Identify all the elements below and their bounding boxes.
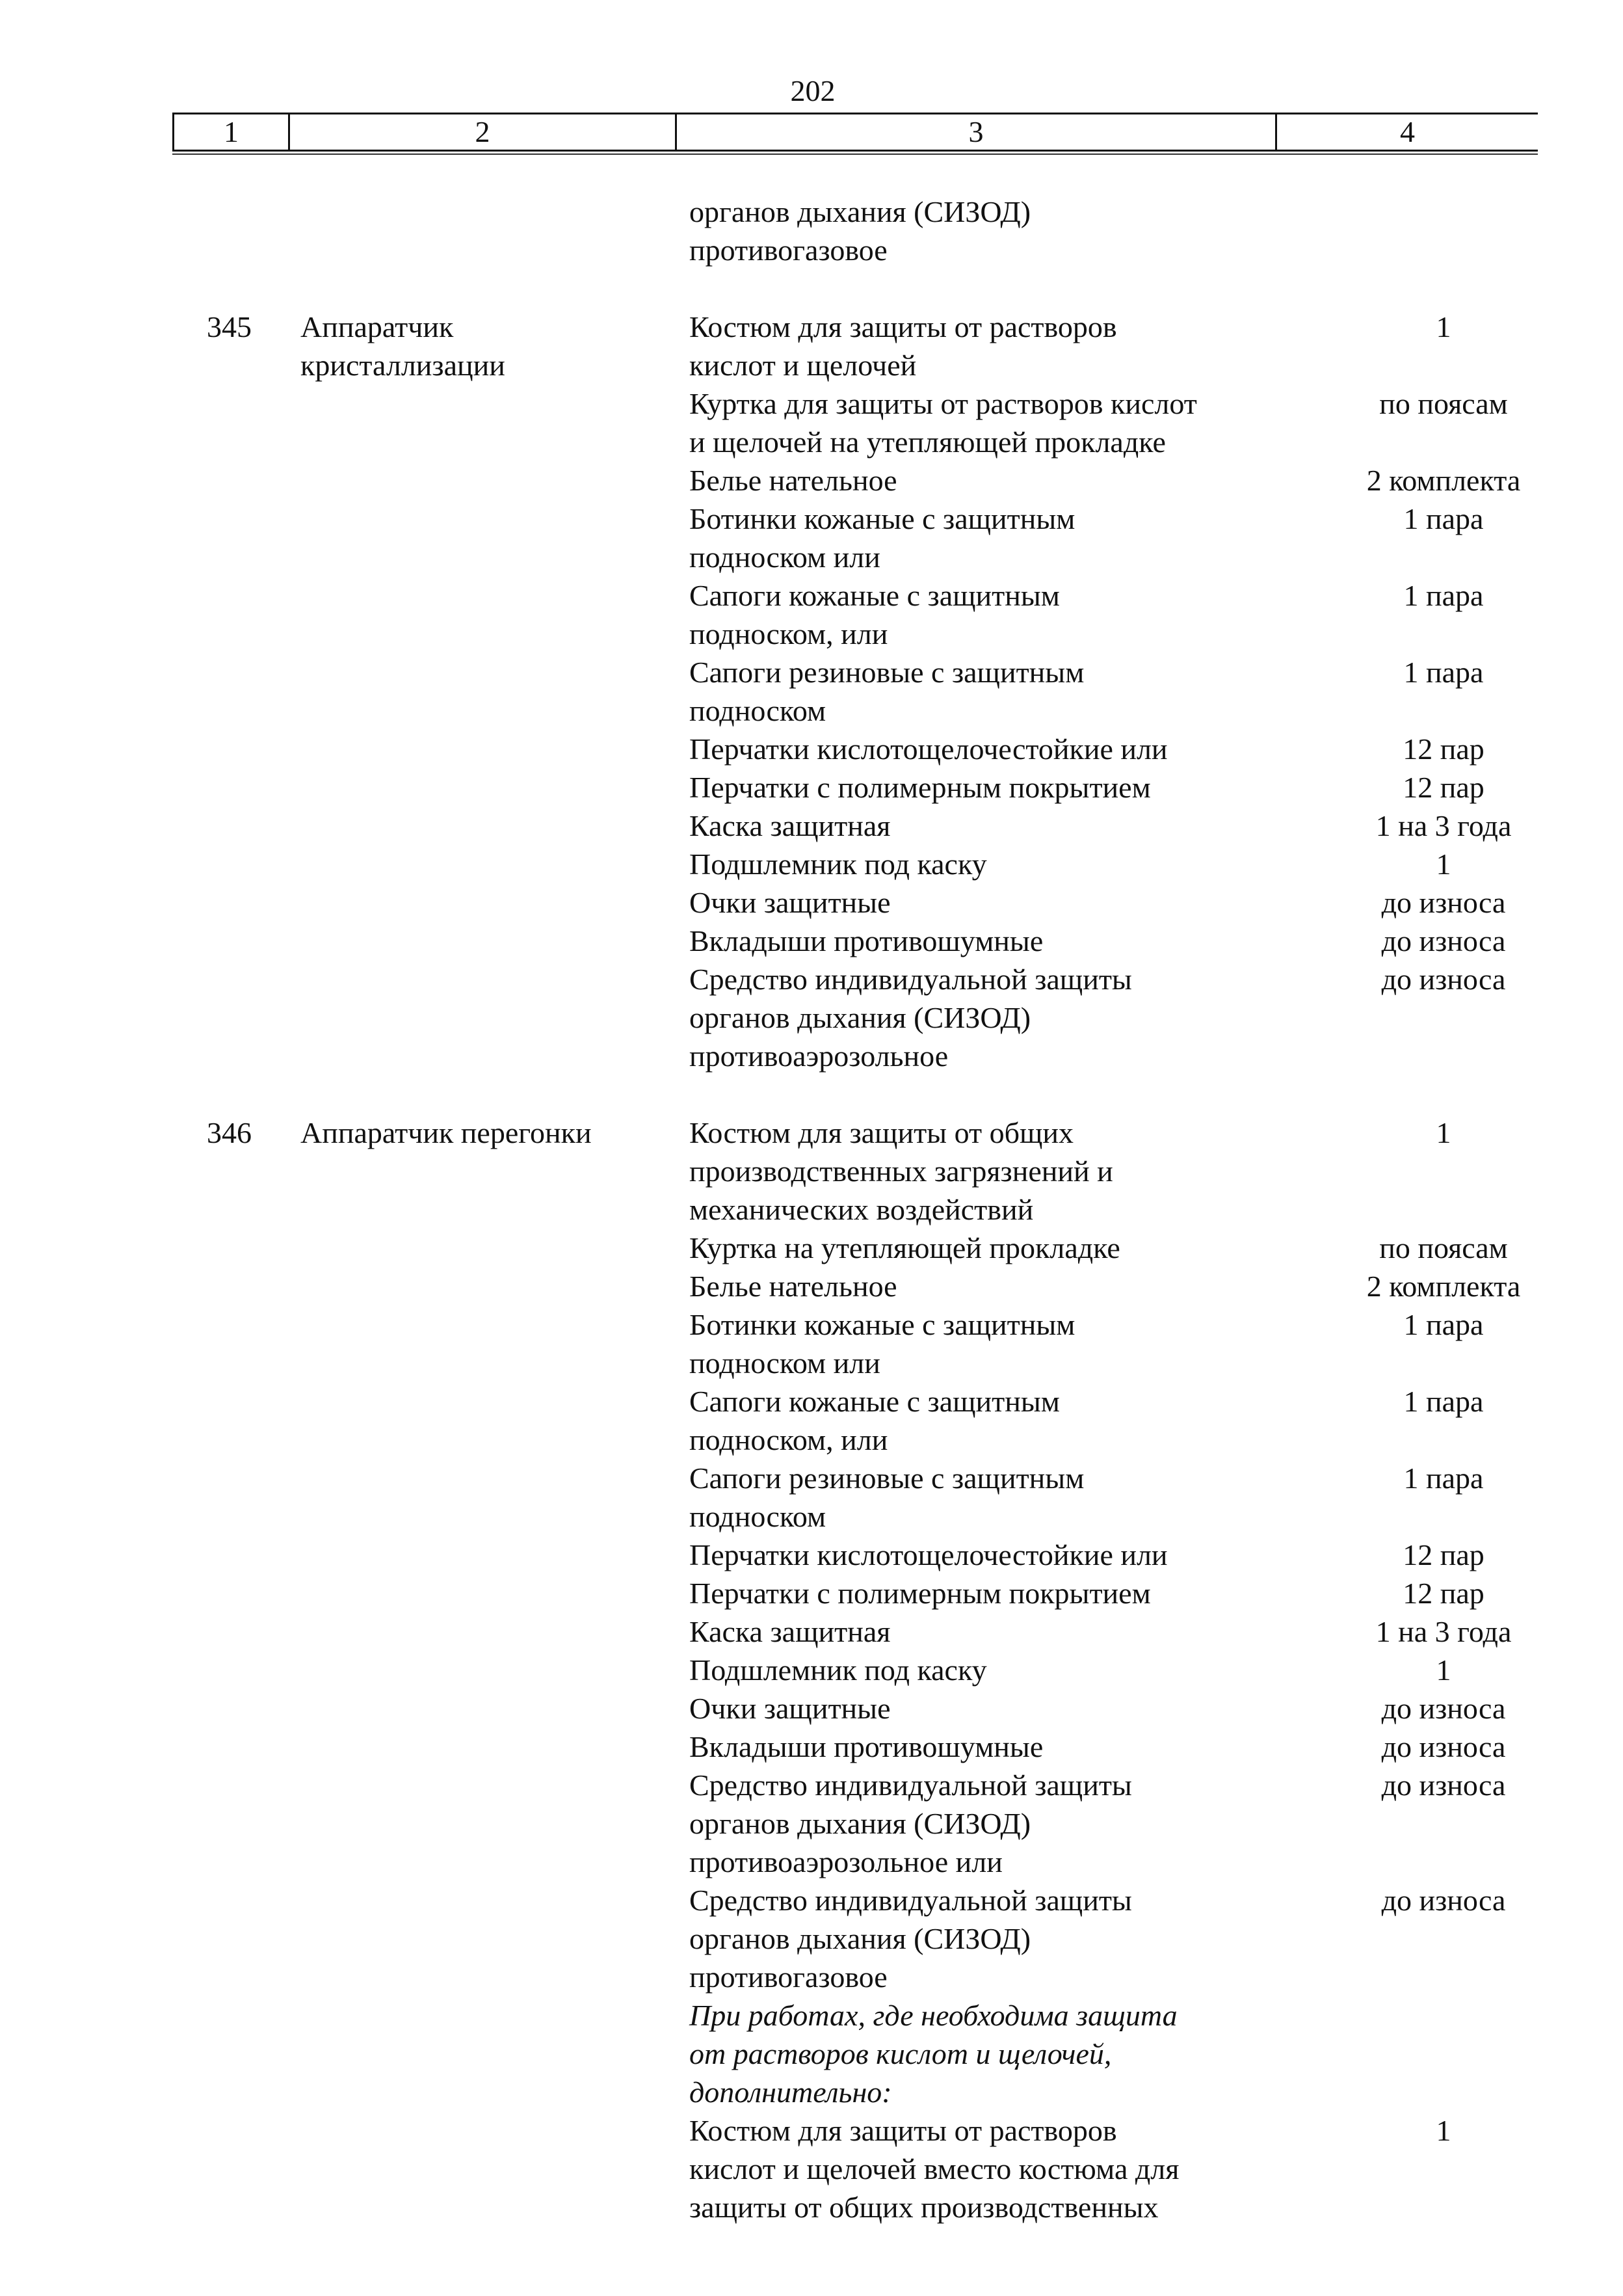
ppe-item-quantity: 1 — [1436, 1653, 1451, 1687]
ppe-item-name: Средство индивидуальной защиты органов дыхания (СИЗОД) противогазовое — [689, 1884, 1132, 1994]
ppe-list — [689, 193, 1554, 269]
ppe-item-name: Белье нательное — [689, 464, 897, 497]
ppe-item-name: Очки защитные — [689, 1692, 891, 1725]
header-col-1: 1 — [224, 115, 239, 148]
ppe-item-name: Перчатки кислотощелочестойкие или — [689, 732, 1168, 766]
ppe-item-name: Каска защитная — [689, 1615, 891, 1648]
ppe-item-quantity: 1 — [1436, 1116, 1451, 1149]
ppe-item-name: Ботинки кожаные с защитным подноском или — [689, 1308, 1075, 1380]
ppe-item-quantity: 1 — [1436, 310, 1451, 343]
ppe-row — [689, 1305, 1554, 1382]
ppe-item-name: Перчатки с полимерным покрытием — [689, 1577, 1151, 1610]
ppe-row — [689, 653, 1554, 730]
ppe-item-name: Вкладыши противошумные — [689, 924, 1044, 957]
ppe-row — [689, 576, 1554, 653]
ppe-item-quantity: 1 пара — [1403, 502, 1484, 535]
ppe-item-quantity: по поясам — [1379, 387, 1508, 420]
column-header-row — [172, 113, 1538, 152]
conditional-note: При работах, где необходима защита от растворов кислот и щелочей, дополнительно: — [689, 1999, 1178, 2109]
ppe-item-quantity: 12 пар — [1403, 1577, 1484, 1610]
profession-name: Аппаратчик кристаллизации — [300, 310, 505, 382]
ppe-item-name: Подшлемник под каску — [689, 848, 987, 881]
ppe-item-name: Сапоги кожаные с защитным подноском, или — [689, 1385, 1060, 1456]
ppe-item-name: Сапоги резиновые с защитным подноском — [689, 656, 1085, 727]
ppe-row — [689, 768, 1554, 807]
ppe-item-quantity: до износа — [1381, 963, 1506, 996]
ppe-item-quantity: 1 пара — [1403, 1385, 1484, 1418]
table-section — [0, 193, 1623, 269]
ppe-item-quantity: до износа — [1381, 886, 1506, 919]
ppe-row — [689, 922, 1554, 960]
ppe-item-quantity: 1 на 3 года — [1375, 1615, 1512, 1648]
ppe-list — [689, 308, 1554, 1075]
ppe-row — [689, 960, 1554, 1075]
ppe-row — [689, 1267, 1554, 1305]
ppe-row — [689, 883, 1554, 922]
ppe-row — [689, 384, 1554, 461]
table-section — [0, 1114, 1623, 2226]
ppe-row — [689, 1766, 1554, 1881]
header-underline — [172, 154, 1538, 155]
ppe-row — [689, 1459, 1554, 1536]
ppe-item-name: Куртка на утепляющей прокладке — [689, 1231, 1120, 1264]
ppe-row — [689, 1574, 1554, 1612]
ppe-row — [689, 1114, 1554, 1229]
ppe-item-name: Каска защитная — [689, 809, 891, 842]
ppe-row — [689, 308, 1554, 384]
ppe-row — [689, 730, 1554, 768]
ppe-item-quantity: до износа — [1381, 1769, 1506, 1802]
ppe-row — [689, 461, 1554, 500]
ppe-item-name: Белье нательное — [689, 1270, 897, 1303]
ppe-item-quantity: до износа — [1381, 1692, 1506, 1725]
ppe-item-name: Сапоги резиновые с защитным подноском — [689, 1462, 1085, 1533]
ppe-item-quantity: до износа — [1381, 924, 1506, 957]
table-body — [0, 193, 1623, 2265]
ppe-row — [689, 807, 1554, 845]
ppe-item-name: Костюм для защиты от общих производственных загрязнений и механических воздействий — [689, 1116, 1113, 1226]
ppe-item-name: Очки защитные — [689, 886, 891, 919]
ppe-item-quantity: 12 пар — [1403, 732, 1484, 766]
profession-name: Аппаратчик перегонки — [300, 1116, 592, 1149]
ppe-row — [689, 1382, 1554, 1459]
ppe-row — [689, 1689, 1554, 1728]
ppe-item-quantity: 1 пара — [1403, 1308, 1484, 1341]
ppe-item-name: Костюм для защиты от растворов кислот и щелочей — [689, 310, 1117, 382]
ppe-item-name: Перчатки с полимерным покрытием — [689, 771, 1151, 804]
ppe-item-quantity: до износа — [1381, 1730, 1506, 1763]
ppe-item-name: Средство индивидуальной защиты органов дыхания (СИЗОД) противоаэрозольное — [689, 963, 1132, 1073]
ppe-row — [689, 1651, 1554, 1689]
ppe-row — [689, 1996, 1554, 2111]
ppe-item-quantity: 2 комплекта — [1366, 1270, 1521, 1303]
ppe-item-name: Ботинки кожаные с защитным подноском или — [689, 502, 1075, 574]
header-col-3: 3 — [968, 115, 984, 148]
ppe-item-name: Перчатки кислотощелочестойкие или — [689, 1538, 1168, 1571]
ppe-item-quantity: 12 пар — [1403, 771, 1484, 804]
ppe-row — [689, 2111, 1554, 2226]
ppe-item-quantity: по поясам — [1379, 1231, 1508, 1264]
header-col-4: 4 — [1400, 115, 1415, 148]
header-col-2: 2 — [475, 115, 490, 148]
ppe-item-name: Средство индивидуальной защиты органов дыхания (СИЗОД) противоаэрозольное или — [689, 1769, 1132, 1878]
ppe-item-quantity: до износа — [1381, 1884, 1506, 1917]
ppe-row — [689, 193, 1554, 269]
ppe-row — [689, 1536, 1554, 1574]
page-number: 202 — [790, 74, 836, 107]
ppe-item-quantity: 12 пар — [1403, 1538, 1484, 1571]
ppe-item-quantity: 1 — [1436, 848, 1451, 881]
ppe-item-quantity: 1 пара — [1403, 579, 1484, 612]
ppe-item-name: Подшлемник под каску — [689, 1653, 987, 1687]
ppe-row — [689, 1881, 1554, 1996]
ppe-item-name: Вкладыши противошумные — [689, 1730, 1044, 1763]
ppe-item-quantity: 1 на 3 года — [1375, 809, 1512, 842]
item-number: 345 — [207, 310, 252, 343]
ppe-item-name: Куртка для защиты от растворов кислот и щелочей на утепляющей прокладке — [689, 387, 1197, 459]
ppe-row — [689, 1728, 1554, 1766]
ppe-item-name: органов дыхания (СИЗОД) противогазовое — [689, 195, 1031, 267]
ppe-list — [689, 1114, 1554, 2226]
ppe-item-name: Сапоги кожаные с защитным подноском, или — [689, 579, 1060, 650]
ppe-row — [689, 845, 1554, 883]
ppe-item-quantity: 1 — [1436, 2114, 1451, 2147]
ppe-item-name: Костюм для защиты от растворов кислот и щелочей вместо костюма для защиты от общих производственных — [689, 2114, 1180, 2224]
ppe-item-quantity: 1 пара — [1403, 1462, 1484, 1495]
ppe-item-quantity: 1 пара — [1403, 656, 1484, 689]
ppe-item-quantity: 2 комплекта — [1366, 464, 1521, 497]
item-number: 346 — [207, 1116, 252, 1149]
ppe-row — [689, 1229, 1554, 1267]
ppe-row — [689, 500, 1554, 576]
table-section — [0, 308, 1623, 1075]
ppe-row — [689, 1612, 1554, 1651]
